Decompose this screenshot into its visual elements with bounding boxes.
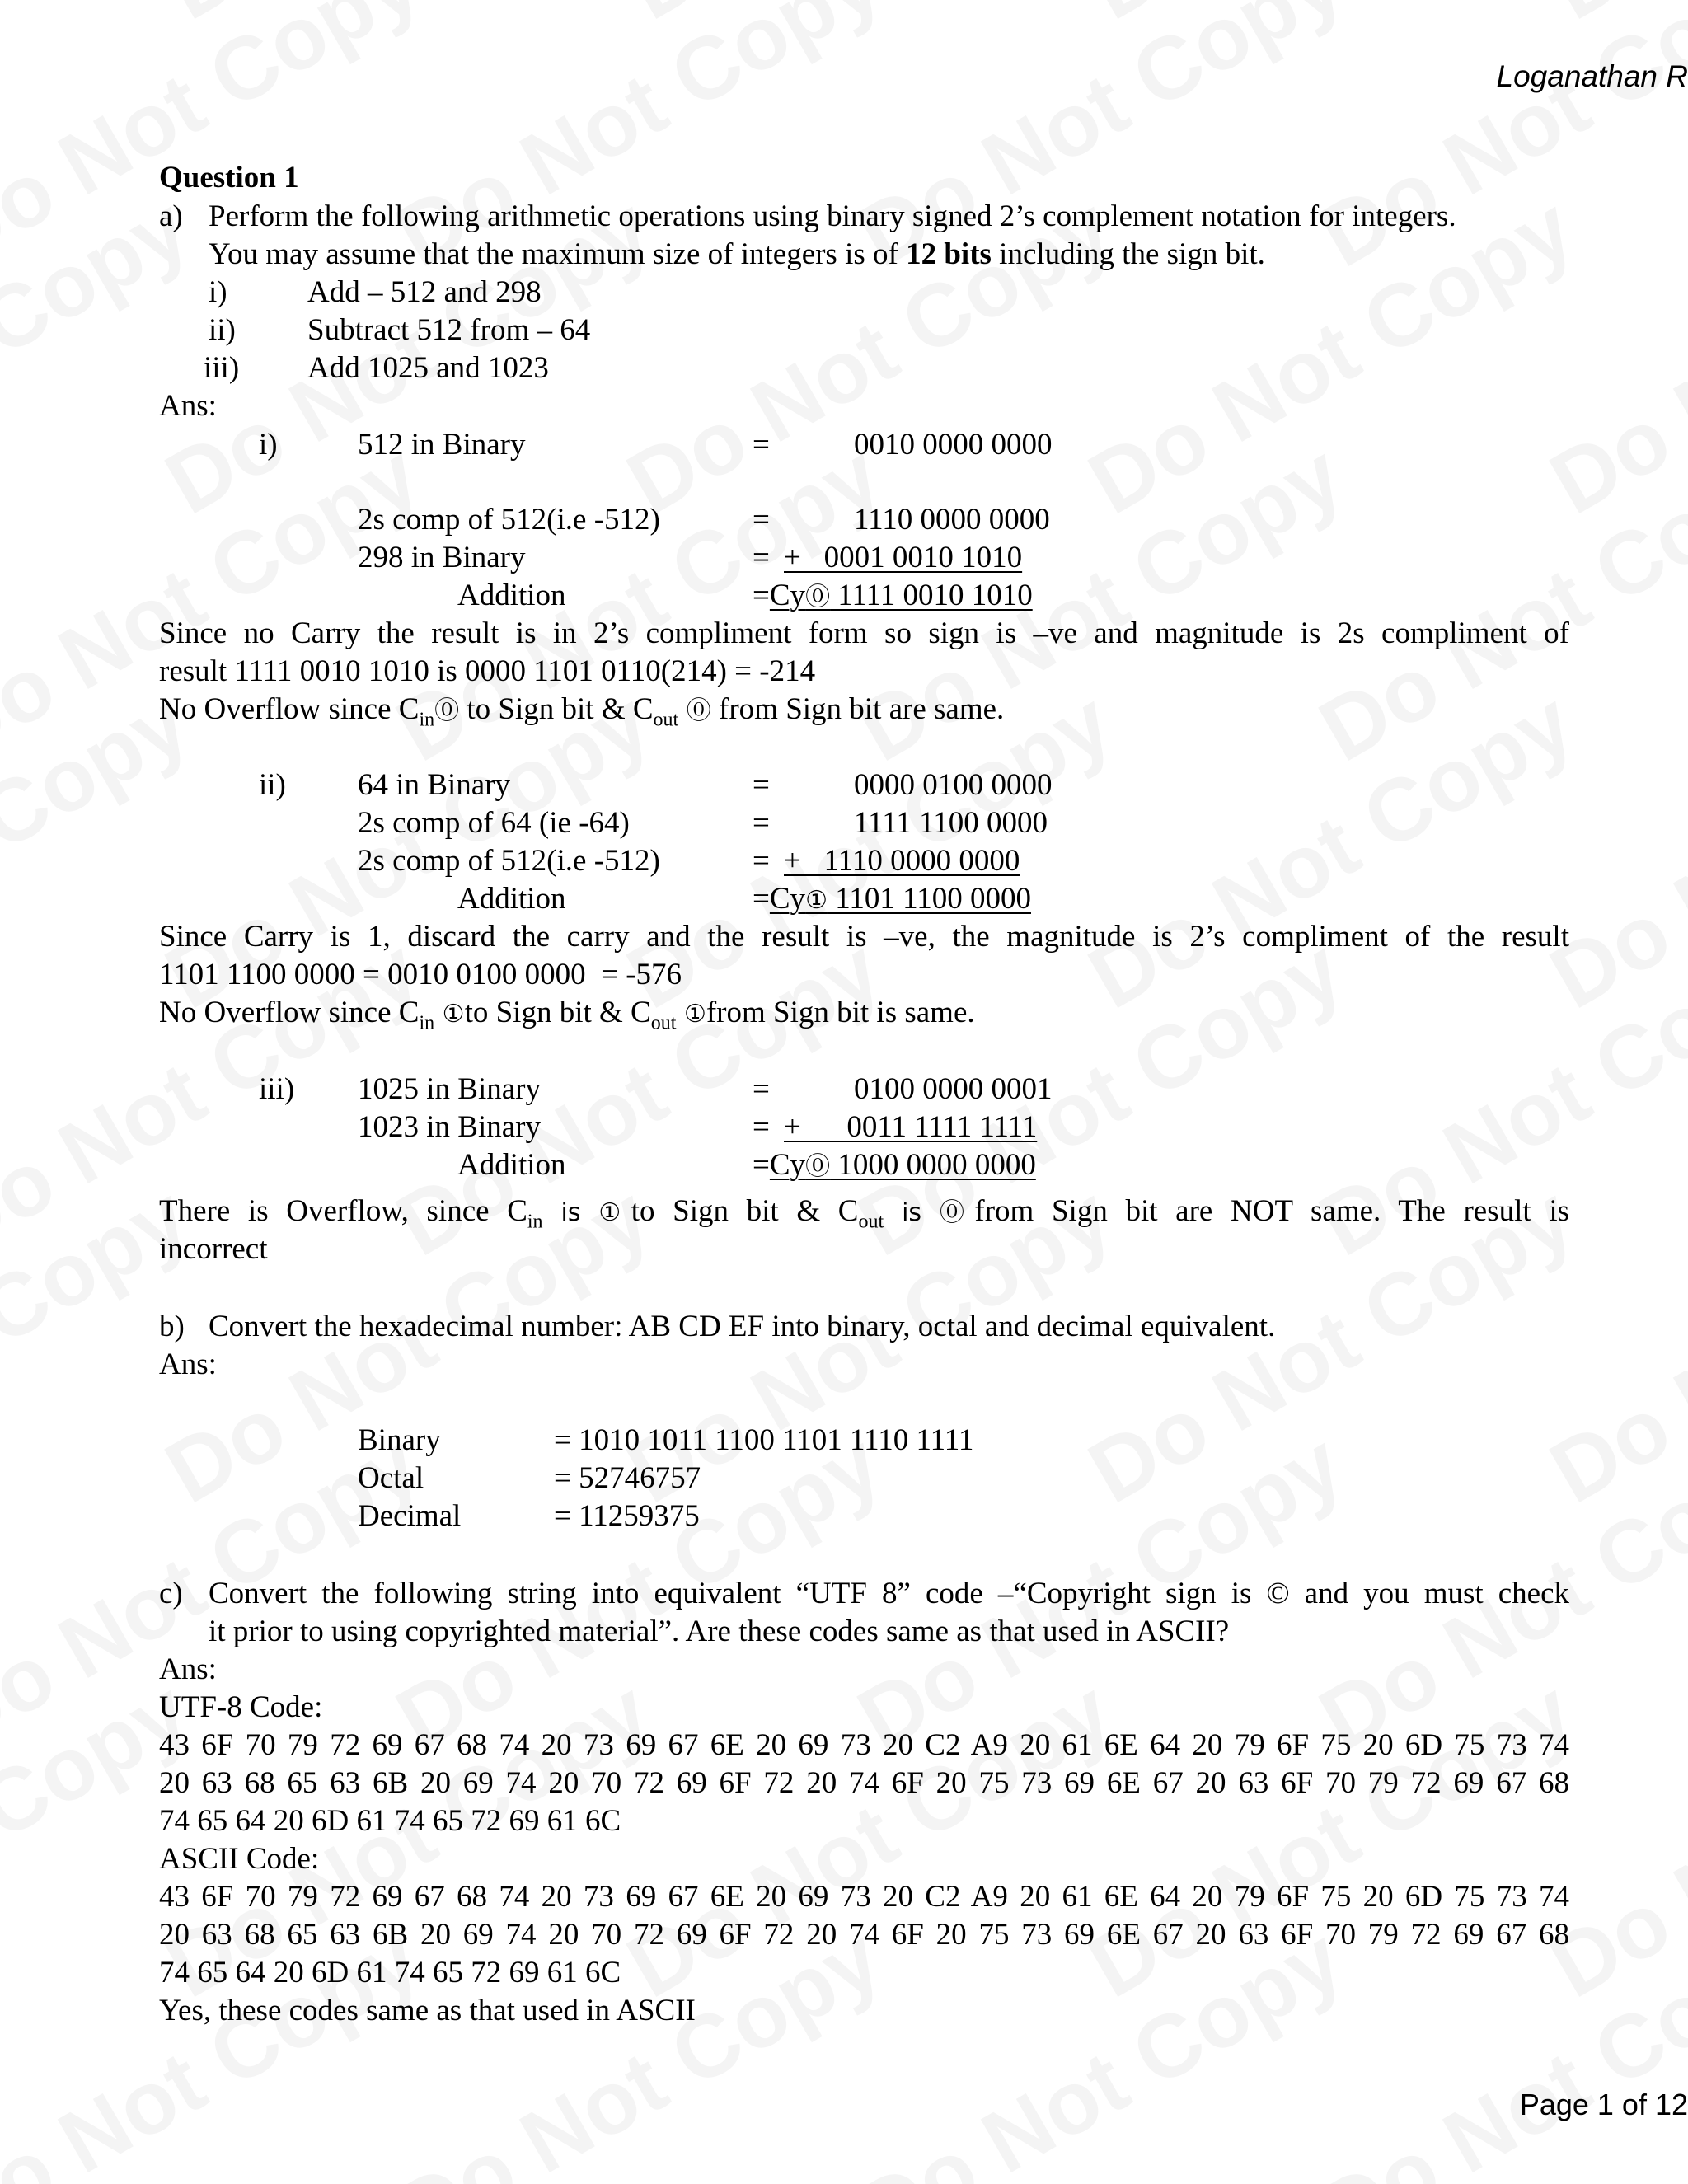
carry-one-icon: ① bbox=[805, 886, 828, 915]
part-a-line1: Perform the following arithmetic operations using binary signed 2’s complement notation for integers. bbox=[209, 199, 1456, 233]
calc-label: Addition bbox=[457, 579, 566, 612]
calc-equals: = bbox=[753, 541, 770, 574]
calc-value: 1110 0000 0000 bbox=[854, 503, 1050, 537]
watermark-text bbox=[610, 2154, 1128, 2184]
utf8-code-line: 20 63 68 65 63 6B 20 69 74 20 70 72 69 6F 72 20 74 6F 20 75 73 69 6E 67 20 63 6F 70 79 72 69 67 68 bbox=[159, 1766, 1569, 1800]
calc-equals: = bbox=[753, 844, 770, 878]
sub-part-num: iii) bbox=[259, 1072, 295, 1106]
utf8-code-line: 74 65 64 20 6D 61 74 65 72 69 61 6C bbox=[159, 1804, 621, 1838]
calc-value: 0010 0000 0000 bbox=[854, 428, 1053, 462]
ascii-title: ASCII Code: bbox=[159, 1842, 320, 1876]
conclusion: Yes, these codes same as that used in ASCII bbox=[159, 1994, 696, 2027]
conversion-label: Octal bbox=[358, 1461, 424, 1495]
question-title: Question 1 bbox=[159, 161, 299, 194]
watermark-text bbox=[1071, 0, 1590, 40]
calc-value: + 0001 0010 1010 bbox=[784, 541, 1023, 574]
part-a-label: a) bbox=[159, 199, 183, 233]
conversion-value: = 11259375 bbox=[554, 1499, 700, 1533]
watermark-text bbox=[1533, 2154, 1688, 2184]
watermark-text bbox=[148, 0, 667, 40]
watermark-text bbox=[1302, 0, 1688, 287]
sub-part-num: ii) bbox=[259, 768, 286, 802]
calc-result: =Cy① 1101 1100 0000 bbox=[753, 882, 1031, 916]
carry-zero-icon: is ⓪ bbox=[884, 1198, 975, 1227]
calc-equals: = bbox=[753, 806, 770, 840]
carry-one-icon: is ① bbox=[542, 1198, 631, 1227]
calc-label: Addition bbox=[457, 1148, 566, 1182]
ascii-code-line: 20 63 68 65 63 6B 20 69 74 20 70 72 69 6F 72 20 74 6F 20 75 73 69 6E 67 20 63 6F 70 79 72 69 67 68 bbox=[159, 1918, 1569, 1952]
overflow-note: No Overflow since $C_{in}⓪$ to Sign bit & $C_{out}$ ⓪ from Sign bit are same. bbox=[159, 692, 1005, 731]
calc-label: 1023 in Binary bbox=[358, 1110, 541, 1144]
calc-result: =Cy⓪ 1111 0010 1010 bbox=[753, 579, 1033, 612]
ascii-code-line: 74 65 64 20 6D 61 74 65 72 69 61 6C bbox=[159, 1956, 621, 1990]
watermark-text bbox=[1533, 670, 1688, 1029]
calc-value: 0100 0000 0001 bbox=[854, 1072, 1053, 1106]
watermark-text bbox=[1071, 670, 1590, 1029]
page-number: Page 1 of 12 bbox=[1519, 2088, 1688, 2121]
calc-equals: = bbox=[753, 1110, 770, 1144]
ascii-code-line: 43 6F 70 79 72 69 67 68 74 20 73 69 67 6E 20 69 73 20 C2 A9 20 61 6E 64 20 79 6F 75 20 6D 75 73 74 bbox=[159, 1880, 1569, 1914]
calc-label: 2s comp of 64 (ie -64) bbox=[358, 806, 630, 840]
watermark-text bbox=[1071, 2154, 1590, 2184]
calc-label: 512 in Binary bbox=[358, 428, 526, 462]
item-num: iii) bbox=[204, 351, 240, 385]
carry-zero-icon: ⓪ bbox=[805, 1152, 831, 1181]
explanation: Since no Carry the result is in 2’s compliment form so sign is –ve and magnitude is 2s compliment of bbox=[159, 616, 1569, 650]
item-text: Add – 512 and 298 bbox=[307, 275, 542, 309]
calc-equals: = bbox=[753, 503, 770, 537]
part-b-question: Convert the hexadecimal number: AB CD EF into binary, octal and decimal equivalent. bbox=[209, 1310, 1276, 1343]
explanation: result 1111 0010 1010 is 0000 1101 0110(214) = -214 bbox=[159, 654, 816, 688]
watermark-text bbox=[1302, 423, 1688, 781]
watermark-text bbox=[1071, 1659, 1590, 2018]
calc-value: 1111 1100 0000 bbox=[854, 806, 1048, 840]
conversion-value: = 52746757 bbox=[554, 1461, 701, 1495]
watermark-text bbox=[610, 1659, 1128, 2018]
item-text: Subtract 512 from – 64 bbox=[307, 313, 591, 347]
calc-label: 2s comp of 512(i.e -512) bbox=[358, 844, 660, 878]
watermark-text bbox=[0, 2154, 205, 2184]
author-name: Loganathan R bbox=[1496, 59, 1688, 93]
conversion-label: Binary bbox=[358, 1423, 441, 1457]
sub-part-num: i) bbox=[259, 428, 278, 462]
carry-one-icon: ① bbox=[434, 1000, 465, 1029]
calc-result: =Cy⓪ 1000 0000 0000 bbox=[753, 1148, 1036, 1182]
answer-label: Ans: bbox=[159, 1652, 217, 1686]
calc-value: + 0011 1111 1111 bbox=[784, 1110, 1038, 1144]
watermark-text bbox=[1533, 0, 1688, 40]
explanation: 1101 1100 0000 = 0010 0100 0000 = -576 bbox=[159, 958, 682, 991]
calc-label: Addition bbox=[457, 882, 566, 916]
answer-label: Ans: bbox=[159, 389, 217, 423]
calc-equals: = bbox=[753, 768, 770, 802]
part-c-question-cont: it prior to using copyrighted material”. Are these codes same as that used in ASCII? bbox=[209, 1615, 1230, 1648]
part-a-line2: You may assume that the maximum size of integers is of 12 bits including the sign bit. bbox=[209, 237, 1265, 271]
utf8-title: UTF-8 Code: bbox=[159, 1690, 323, 1724]
watermark-text bbox=[1533, 176, 1688, 534]
calc-value: 0000 0100 0000 bbox=[854, 768, 1053, 802]
utf8-code-line: 43 6F 70 79 72 69 67 68 74 20 73 69 67 6E 20 69 73 20 C2 A9 20 61 6E 64 20 79 6F 75 20 6D 75 73 74 bbox=[159, 1728, 1569, 1762]
item-num: ii) bbox=[209, 313, 236, 347]
conversion-value: = 1010 1011 1100 1101 1110 1111 bbox=[554, 1423, 974, 1457]
carry-zero-icon: ⓪ bbox=[805, 583, 831, 612]
calc-label: 298 in Binary bbox=[358, 541, 526, 574]
carry-zero-icon: ⓪ bbox=[434, 696, 460, 725]
watermark-text bbox=[0, 0, 205, 40]
answer-label: Ans: bbox=[159, 1347, 217, 1381]
overflow-note-cont: incorrect bbox=[159, 1232, 268, 1266]
carry-zero-icon: ⓪ bbox=[678, 696, 711, 725]
calc-equals: = bbox=[753, 1072, 770, 1106]
conversion-label: Decimal bbox=[358, 1499, 462, 1533]
part-c-label: c) bbox=[159, 1577, 183, 1610]
explanation: Since Carry is 1, discard the carry and the result is –ve, the magnitude is 2’s compliment of the result bbox=[159, 920, 1569, 954]
item-num: i) bbox=[209, 275, 227, 309]
item-text: Add 1025 and 1023 bbox=[307, 351, 549, 385]
calc-label: 1025 in Binary bbox=[358, 1072, 541, 1106]
watermark-text bbox=[610, 0, 1128, 40]
calc-label: 2s comp of 512(i.e -512) bbox=[358, 503, 660, 537]
calc-value: + 1110 0000 0000 bbox=[784, 844, 1020, 878]
part-b-label: b) bbox=[159, 1310, 185, 1343]
carry-one-icon: ① bbox=[676, 1000, 706, 1029]
overflow-note: No Overflow since $C_{in}$ ①to Sign bit & $C_{out}$ ①from Sign bit is same. bbox=[159, 996, 975, 1034]
calc-equals: = bbox=[753, 428, 770, 462]
watermark-text bbox=[148, 2154, 667, 2184]
part-c-question: Convert the following string into equivalent “UTF 8” code –“Copyright sign is © and you must check bbox=[209, 1577, 1569, 1610]
watermark-text bbox=[1533, 1659, 1688, 2018]
overflow-note: There is Overflow, since $C_{in}$ is ①to Sign bit & $C_{out}$ is ⓪from Sign bit are NOT same. The result is bbox=[159, 1194, 1569, 1233]
calc-label: 64 in Binary bbox=[358, 768, 510, 802]
